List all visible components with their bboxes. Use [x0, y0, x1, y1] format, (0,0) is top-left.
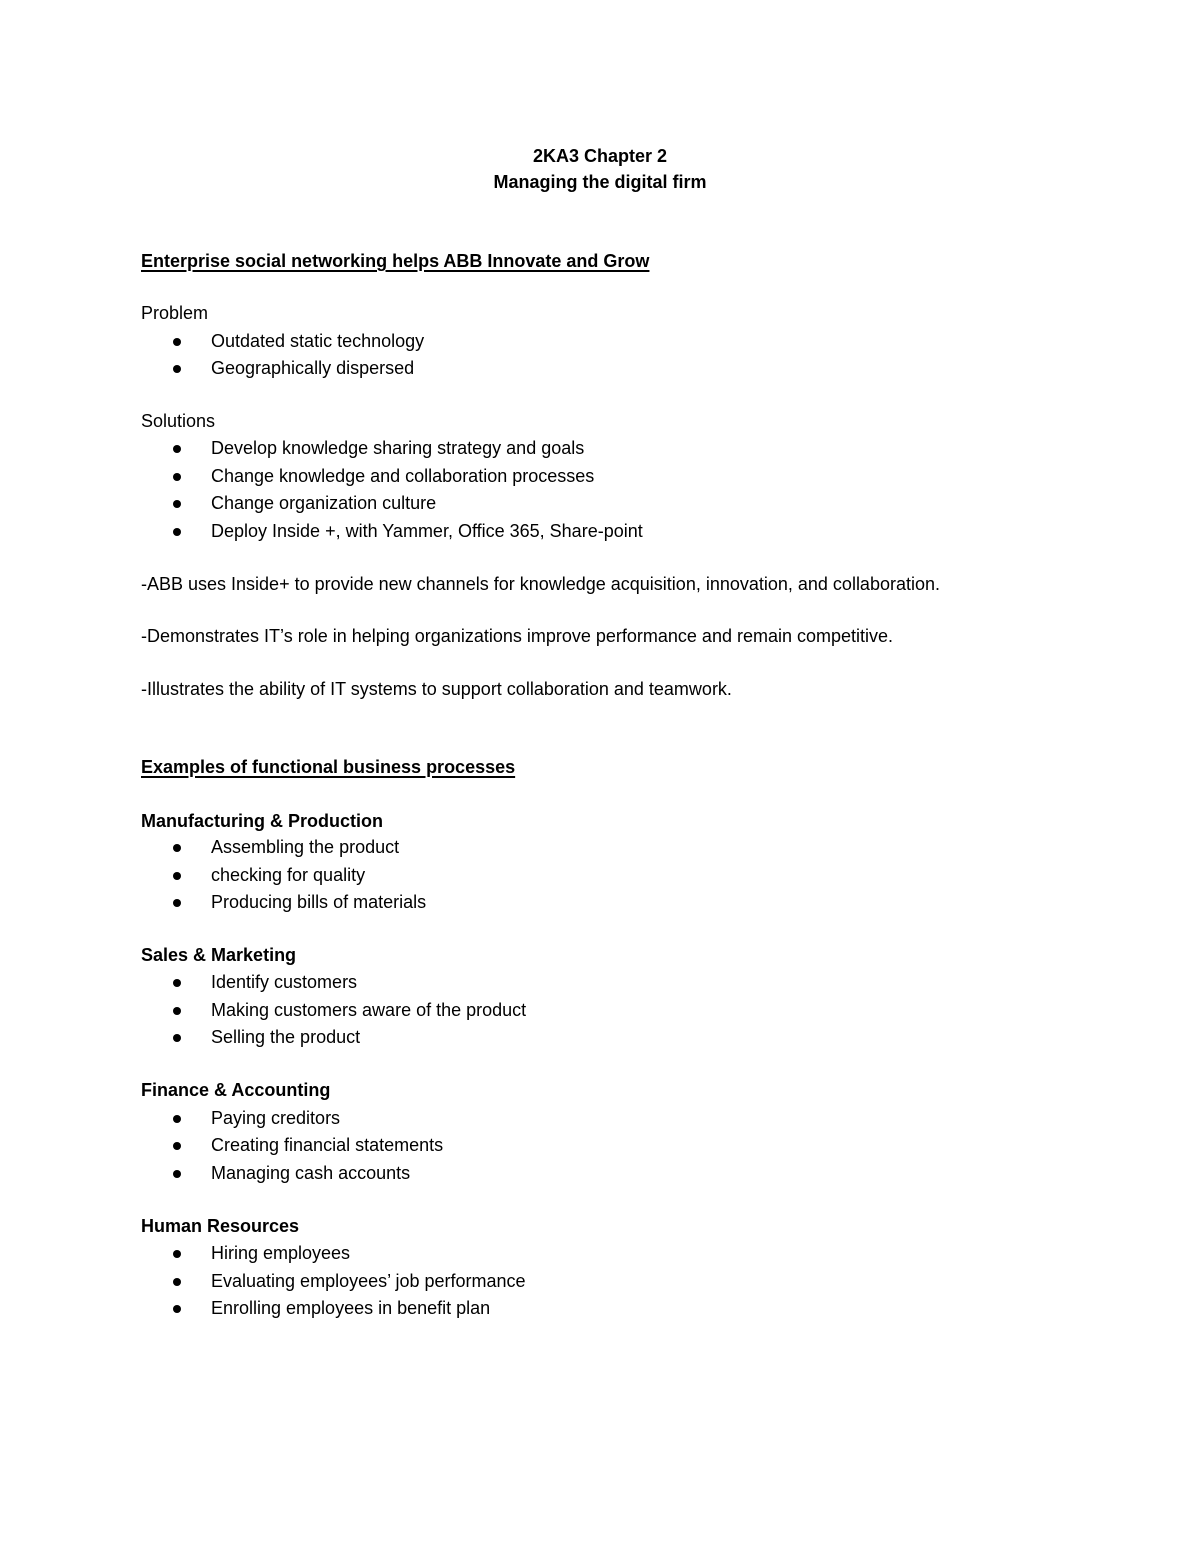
list-item-text: Assembling the product	[211, 837, 400, 857]
list-item-text: Geographically dispersed	[211, 358, 415, 378]
group-title: Manufacturing & Production	[141, 811, 383, 831]
list-item-text: Producing bills of materials	[211, 892, 427, 912]
bullet-icon	[173, 528, 181, 536]
bullet-icon	[173, 979, 181, 987]
list-item-text: Managing cash accounts	[211, 1163, 411, 1183]
section-heading-abb: Enterprise social networking helps ABB Innovate and Grow	[141, 251, 650, 271]
list-item-text: Change knowledge and collaboration processes	[211, 466, 595, 486]
list-item-text: Selling the product	[211, 1027, 361, 1047]
bullet-icon	[173, 899, 181, 907]
list-item-text: Paying creditors	[211, 1108, 341, 1128]
bullet-icon	[173, 1007, 181, 1015]
list-item-text: Deploy Inside +, with Yammer, Office 365, Share-point	[211, 521, 643, 541]
bullet-icon	[173, 1115, 181, 1123]
list-item-text: checking for quality	[211, 865, 366, 885]
section-heading-functional: Examples of functional business processes	[141, 757, 516, 777]
bullet-icon	[173, 473, 181, 481]
bullet-icon	[173, 1034, 181, 1042]
bullet-icon	[173, 365, 181, 373]
list-item-text: Making customers aware of the product	[211, 1000, 527, 1020]
document-title: 2KA3 Chapter 2	[532, 146, 668, 166]
list-item-text: Hiring employees	[211, 1243, 351, 1263]
note-paragraph: -Illustrates the ability of IT systems to support collaboration and teamwork.	[141, 679, 732, 699]
bullet-icon	[173, 844, 181, 852]
bullet-icon	[173, 445, 181, 453]
bullet-icon	[173, 1250, 181, 1258]
list-item-text: Evaluating employees’ job performance	[211, 1271, 526, 1291]
solutions-label: Solutions	[141, 411, 216, 431]
bullet-icon	[173, 500, 181, 508]
problem-label: Problem	[141, 303, 209, 323]
bullet-icon	[173, 338, 181, 346]
group-title: Sales & Marketing	[141, 945, 297, 965]
bullet-icon	[173, 1278, 181, 1286]
list-item-text: Develop knowledge sharing strategy and goals	[211, 438, 585, 458]
document-subtitle: Managing the digital firm	[493, 172, 707, 192]
bullet-icon	[173, 872, 181, 880]
list-item-text: Outdated static technology	[211, 331, 425, 351]
list-item-text: Creating financial statements	[211, 1135, 444, 1155]
list-item-text: Identify customers	[211, 972, 358, 992]
group-title: Human Resources	[141, 1216, 300, 1236]
bullet-icon	[173, 1170, 181, 1178]
list-item-text: Change organization culture	[211, 493, 437, 513]
note-paragraph: -ABB uses Inside+ to provide new channels for knowledge acquisition, innovation, and collaboration.	[141, 574, 940, 594]
list-item-text: Enrolling employees in benefit plan	[211, 1298, 491, 1318]
group-title: Finance & Accounting	[141, 1080, 331, 1100]
bullet-icon	[173, 1142, 181, 1150]
note-paragraph: -Demonstrates IT’s role in helping organizations improve performance and remain competitive.	[141, 626, 894, 646]
bullet-icon	[173, 1305, 181, 1313]
